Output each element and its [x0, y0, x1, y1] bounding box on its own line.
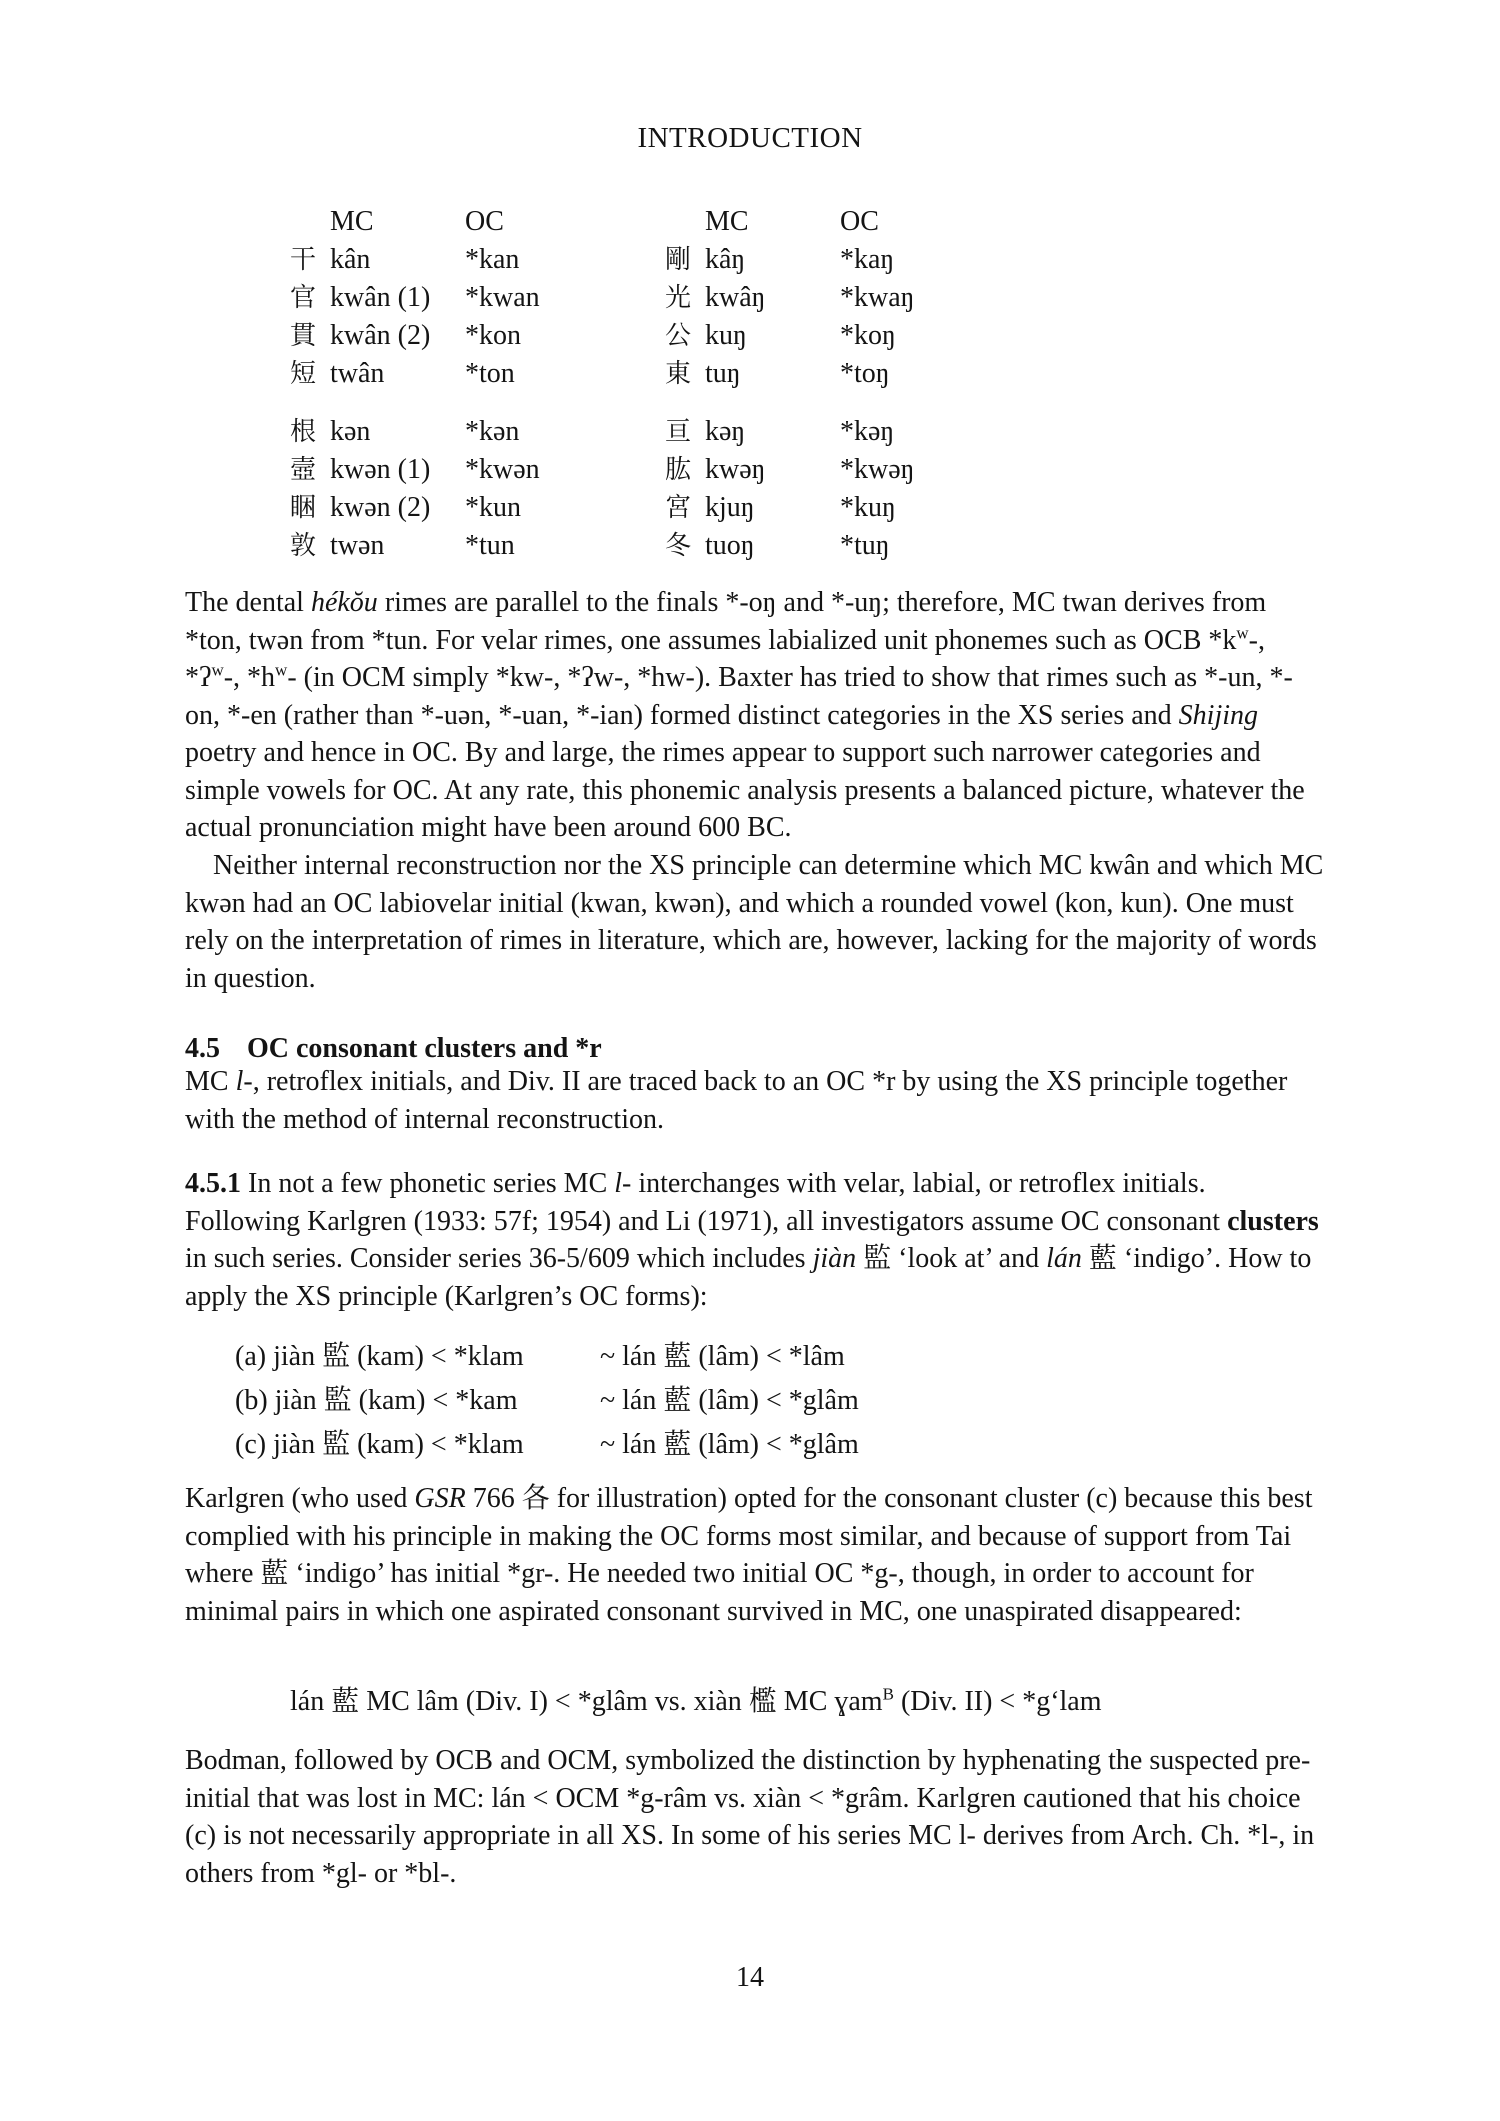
mc-oc-comparison-table — [290, 203, 940, 565]
mc-form: twən — [330, 530, 385, 561]
table-row — [290, 527, 940, 565]
oc-form: *kun — [465, 492, 521, 523]
paragraph-dental-hekou — [185, 584, 1325, 847]
mc-form: kân — [330, 244, 371, 275]
oc-form: *tuŋ — [840, 530, 890, 561]
term-shijing: Shijing — [1178, 699, 1259, 731]
text-run: (Div. II) < *g‘lam — [893, 1686, 1102, 1717]
example-right: ~ lán 藍 (lâm) < *glâm — [600, 1429, 859, 1460]
character: 公 — [665, 321, 692, 351]
text-run: in such series. Consider series 36-5/609 which includes — [185, 1243, 813, 1274]
mc-form: kwâŋ — [705, 282, 766, 313]
character: 根 — [290, 417, 317, 447]
character: 短 — [290, 359, 317, 389]
character: 睏 — [290, 493, 317, 523]
mc-form: tuoŋ — [705, 530, 755, 561]
mc-form: kəŋ — [705, 416, 746, 447]
table-row — [290, 241, 940, 279]
formula-lan-xian — [290, 1683, 1102, 1721]
text-run: , retroflex initials, and Div. II are traced back to an OC *r by using the XS principle together with the method of internal reconstruction. — [185, 1066, 1288, 1135]
character: 干 — [290, 245, 317, 275]
term-hekou: hékŏu — [310, 587, 378, 618]
paragraph-internal-reconstruction: Neither internal reconstruction nor the XS principle can determine which MC kwân and which MC kwən had an OC labiovelar initial (kwan, kwən), and which a rounded vowel (kon, kun). One must rely on the interpretation of rimes in literature, which are, however, lacking for the majority of words in question. — [185, 850, 1324, 994]
paragraph-mc-l — [185, 1063, 1325, 1138]
running-header: INTRODUCTION — [637, 122, 863, 154]
example-left: (c) jiàn 監 (kam) < *klam — [235, 1429, 524, 1460]
table-row — [290, 489, 940, 527]
text-run: lán 藍 MC lâm (Div. I) < *glâm vs. xiàn 檻 MC ɣam — [290, 1686, 883, 1717]
text-run: Karlgren (who used — [185, 1483, 415, 1514]
oc-form: *kwən — [465, 454, 540, 485]
character: 冬 — [665, 531, 692, 561]
oc-form: *kaŋ — [840, 244, 895, 275]
table-row — [290, 413, 940, 451]
text-run: -, *h — [223, 662, 276, 693]
mc-form: kjuŋ — [705, 492, 755, 523]
term-l: l- — [235, 1066, 253, 1097]
section-heading — [185, 1030, 1325, 1068]
text-run: MC — [185, 1066, 236, 1097]
text-run: interchanges with velar, labial, or retroflex initials. Following Karlgren (1933: 57f; 1954) and Li (1971), all investigators assume OC consonant — [185, 1168, 1228, 1237]
mc-form: kwân (2) — [330, 320, 431, 351]
oc-form: *tun — [465, 530, 515, 561]
superscript: w — [275, 660, 288, 680]
character: 壼 — [290, 455, 317, 485]
oc-form: *ton — [465, 358, 515, 389]
oc-form: *toŋ — [840, 358, 890, 389]
oc-form: *kwəŋ — [840, 454, 915, 485]
example-row — [235, 1379, 859, 1423]
oc-form: *kon — [465, 320, 521, 351]
character: 肱 — [665, 455, 692, 485]
paragraph-4-5-1 — [185, 1165, 1325, 1315]
mc-form: kwən (2) — [330, 492, 431, 523]
term-gsr: GSR — [414, 1483, 466, 1514]
table-row — [290, 451, 940, 489]
table-row — [290, 355, 940, 393]
example-left: (a) jiàn 監 (kam) < *klam — [235, 1341, 524, 1372]
table-row — [290, 317, 940, 355]
character: 貫 — [290, 321, 317, 351]
character: 敦 — [290, 531, 317, 561]
page-number: 14 — [736, 1962, 764, 1993]
text-run: poetry and hence in OC. By and large, the rimes appear to support such narrower categories and simple vowels for OC. At any rate, this phonemic analysis presents a balanced picture, whatever the actual pronunciation might have been around 600 BC. — [185, 737, 1305, 843]
text-run: The dental — [185, 587, 311, 618]
mc-form: twân — [330, 358, 385, 389]
header-oc: OC — [840, 206, 879, 237]
term-jian: jiàn — [812, 1243, 857, 1274]
paragraph-bodman: Bodman, followed by OCB and OCM, symbolized the distinction by hyphenating the suspected pre-initial that was lost in MC: lán < OCM *g-râm vs. xiàn < *grâm. Karlgren cautioned that his choice (c) is not necessarily appropriate in all XS. In some of his series MC l- derives from Arch. Ch. *l-, in others from *gl- or *bl-. — [185, 1745, 1315, 1889]
text-run: 766 各 for illustration) opted for the consonant cluster (c) because this best complied with his principle in making the OC forms most similar, and because of support from Tai where 藍 ‘indigo’ has initial *gr-. He needed two initial OC *g-, though, in order to account for minimal pairs in which one aspirated consonant survived in MC, one unaspirated disappeared: — [185, 1483, 1313, 1627]
table-header-row — [290, 203, 940, 241]
text-run: -, *ʔ — [185, 624, 1265, 693]
character: 剛 — [665, 245, 692, 275]
mc-form: kən — [330, 416, 371, 447]
superscript: w — [1236, 623, 1249, 643]
subsection-number: 4.5.1 — [185, 1168, 241, 1199]
mc-form: kâŋ — [705, 244, 746, 275]
character: 官 — [290, 283, 317, 313]
text-run: rimes are parallel to the finals *-oŋ and *-uŋ; therefore, MC twan derives from *ton, twən from *tun. For velar rimes, one assumes labialized unit phonemes such as OCB *k — [185, 587, 1267, 656]
paragraph-karlgren — [185, 1480, 1325, 1630]
oc-form: *kəŋ — [840, 416, 895, 447]
section-title: OC consonant clusters and *r — [247, 1033, 602, 1064]
header-mc: MC — [330, 206, 374, 237]
oc-form: *koŋ — [840, 320, 896, 351]
superscript: B — [882, 1684, 894, 1704]
example-row — [235, 1335, 859, 1379]
oc-form: *kwaŋ — [840, 282, 915, 313]
example-left: (b) jiàn 監 (kam) < *kam — [235, 1385, 518, 1416]
example-row — [235, 1423, 859, 1467]
mc-form: tuŋ — [705, 358, 741, 389]
character: 東 — [665, 359, 692, 389]
examples-list — [235, 1335, 859, 1467]
mc-form: kwəŋ — [705, 454, 766, 485]
text-run: In not a few phonetic series MC — [241, 1168, 615, 1199]
section-number: 4.5 — [185, 1033, 220, 1064]
text-run: 監 ‘look at’ and — [856, 1243, 1047, 1274]
example-right: ~ lán 藍 (lâm) < *lâm — [600, 1341, 845, 1372]
text-run: 藍 ‘indigo’. How to apply the XS principle (Karlgren’s OC forms): — [185, 1243, 1312, 1312]
term-clusters: clusters — [1227, 1205, 1319, 1237]
character: 光 — [665, 283, 692, 313]
mc-form: kwân (1) — [330, 282, 431, 313]
oc-form: *kwan — [465, 282, 540, 313]
text-run: - (in OCM simply *kw-, *ʔw-, *hw-). Baxter has tried to show that rimes such as *-un, *-on, *-en (rather than *-uən, *-uan, *-ian) formed distinct categories in the XS series and — [185, 662, 1293, 731]
oc-form: *kən — [465, 416, 520, 447]
oc-form: *kuŋ — [840, 492, 896, 523]
mc-form: kwən (1) — [330, 454, 431, 485]
character: 亘 — [665, 417, 692, 447]
superscript: w — [211, 660, 224, 680]
table-row — [290, 279, 940, 317]
header-oc: OC — [465, 206, 504, 237]
header-mc: MC — [705, 206, 749, 237]
term-lan: lán — [1046, 1243, 1082, 1274]
example-right: ~ lán 藍 (lâm) < *glâm — [600, 1385, 859, 1416]
mc-form: kuŋ — [705, 320, 747, 351]
term-l: l- — [614, 1168, 632, 1199]
character: 宮 — [665, 493, 692, 523]
oc-form: *kan — [465, 244, 520, 275]
